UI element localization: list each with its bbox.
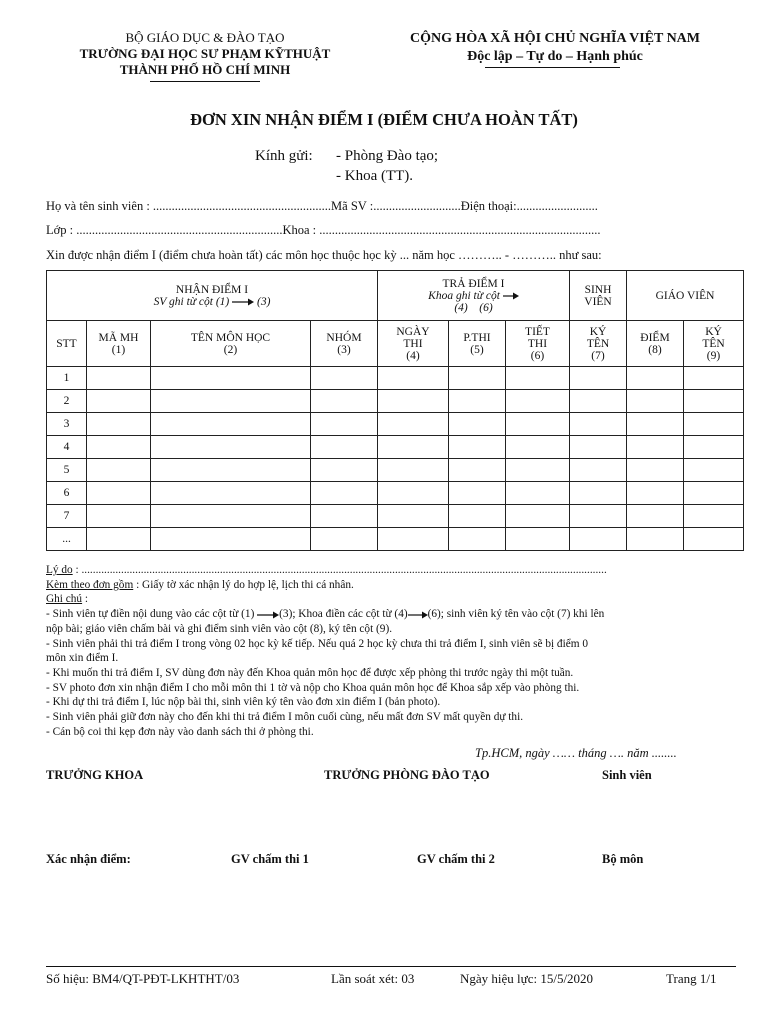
table-group-header [47, 271, 744, 321]
table-cell[interactable] [684, 413, 744, 436]
group-receive-sub [47, 296, 377, 308]
column-header-text: ĐIỂM [640, 331, 670, 344]
sig-dean: TRƯỞNG KHOA [46, 768, 144, 782]
table-cell[interactable] [627, 528, 684, 551]
table-cell[interactable] [506, 413, 570, 436]
column-header-text: THI [527, 337, 548, 350]
note-heading [46, 592, 746, 607]
table-cell[interactable] [506, 367, 570, 390]
school-name: TRƯỜNG ĐẠI HỌC SƯ PHẠM KỸTHUẬT [79, 46, 331, 61]
table-cell[interactable] [449, 390, 506, 413]
note-item-4: môn xin điểm I. [46, 652, 119, 665]
table-cell[interactable] [627, 459, 684, 482]
table-cell[interactable] [311, 528, 378, 551]
column-header-text: TÊN [702, 337, 725, 350]
table-cell[interactable] [311, 413, 378, 436]
table-cell[interactable] [151, 367, 311, 390]
row-number: 2 [47, 390, 87, 413]
table-row [47, 436, 744, 459]
arrow-right-icon [257, 611, 279, 619]
city-name: THÀNH PHỐ HỒ CHÍ MINH [119, 62, 291, 77]
group-return-sub-a: Khoa ghi từ cột [428, 289, 500, 302]
table-cell[interactable] [570, 413, 627, 436]
table-cell[interactable] [311, 505, 378, 528]
row-number: 6 [47, 482, 87, 505]
footer-revision: Lần soát xét: 03 [331, 971, 415, 986]
table-cell[interactable] [506, 436, 570, 459]
table-cell[interactable] [151, 528, 311, 551]
sig-student: Sinh viên [602, 768, 652, 782]
table-cell[interactable] [570, 436, 627, 459]
row-number: 5 [47, 459, 87, 482]
column-header-6 [506, 321, 570, 367]
row-number: 3 [47, 413, 87, 436]
attachment-line [46, 578, 746, 593]
column-header-text: KÝ [589, 325, 607, 338]
column-header-text: KÝ [705, 325, 722, 338]
column-header-text: TÊN [586, 337, 610, 350]
table-cell[interactable] [87, 436, 151, 459]
column-header-text: TÊN MÔN HỌC [190, 331, 271, 344]
table-cell[interactable] [506, 505, 570, 528]
table-cell[interactable] [684, 390, 744, 413]
column-header-text: P.THI [463, 331, 491, 344]
table-row [47, 459, 744, 482]
footer-code: Số hiệu: BM4/QT-PĐT-LKHTHT/03 [46, 971, 240, 986]
table-cell[interactable] [684, 482, 744, 505]
table-row [47, 390, 744, 413]
note-1b: (3); Khoa điền các cột từ (4) [279, 608, 408, 621]
table-cell[interactable] [151, 459, 311, 482]
sig-head-training: TRƯỞNG PHÒNG ĐÀO TẠO [324, 768, 490, 782]
note-item-2: nộp bài; giáo viên chấm bài và ghi điểm sinh viên vào cột (8), ký tên cột (9). [46, 622, 393, 635]
group-receive-sub-a: SV ghi từ cột (1) [153, 295, 230, 308]
table-cell[interactable] [378, 459, 449, 482]
table-cell[interactable] [87, 459, 151, 482]
class-faculty-line[interactable]: Lớp : ..................................................................Khoa : .......................................................................................... [46, 223, 601, 237]
note-1a: - Sinh viên tự điền nội dung vào các cột từ (1) [46, 608, 255, 621]
table-cell[interactable] [378, 436, 449, 459]
group-receive [47, 271, 378, 321]
table-cell[interactable] [378, 528, 449, 551]
table-cell[interactable] [506, 482, 570, 505]
row-number: 7 [47, 505, 87, 528]
header-left [40, 30, 370, 78]
student-info-line[interactable]: Họ và tên sinh viên : .........................................................Mã SV :............................Điện thoại:.......................... [46, 199, 598, 213]
table-cell[interactable] [506, 528, 570, 551]
note-item-1 [46, 607, 746, 622]
table-cell[interactable] [151, 413, 311, 436]
group-return-sub [378, 290, 569, 302]
table-cell[interactable] [87, 390, 151, 413]
table-cell[interactable] [151, 482, 311, 505]
table-cell[interactable] [449, 367, 506, 390]
note-item-3: - Sinh viên phải thi trả điểm I trong vòng 02 học kỳ kế tiếp. Nếu quá 2 học kỳ chưa thi trả điểm I, sinh viên sẽ bị điểm 0 [46, 637, 588, 650]
table-cell[interactable] [684, 436, 744, 459]
table-cell[interactable] [449, 505, 506, 528]
notes-section [46, 563, 746, 739]
table-cell[interactable] [311, 482, 378, 505]
sig-confirm: Xác nhận điểm: [46, 852, 131, 866]
group-return-sub-b: (4) (6) [454, 301, 493, 314]
table-cell[interactable] [87, 482, 151, 505]
arrow-right-icon [503, 292, 519, 300]
column-header-text: (1) [111, 343, 126, 356]
table-row [47, 482, 744, 505]
column-header-text: (8) [648, 343, 662, 356]
table-column-header [47, 321, 744, 367]
footer-rule [46, 966, 736, 967]
table-cell[interactable] [506, 390, 570, 413]
attachment-text: : Giấy tờ xác nhận lý do hợp lệ, lịch thi cá nhân. [133, 578, 354, 591]
row-number: ... [47, 528, 87, 551]
table-cell[interactable] [378, 367, 449, 390]
table-row [47, 367, 744, 390]
table-cell[interactable] [378, 413, 449, 436]
recipient-2: - Khoa (TT). [336, 168, 414, 184]
column-header-text: NHÓM [326, 331, 362, 344]
column-header-text: THI [403, 337, 423, 350]
sig-grader-1: GV chấm thi 1 [231, 852, 309, 866]
column-header-2 [151, 321, 311, 367]
reason-line[interactable] [46, 563, 746, 578]
table-cell[interactable] [627, 482, 684, 505]
column-header-5 [449, 321, 506, 367]
note-1c: (6); sinh viên ký tên vào cột (7) khi lên [427, 608, 605, 621]
header-left-rule [150, 81, 260, 82]
sig-department: Bộ môn [602, 852, 644, 866]
grade-request-table [46, 270, 744, 551]
table-cell[interactable] [151, 505, 311, 528]
note-item-8: - Sinh viên phải giữ đơn này cho đến khi thi trả điểm I môn cuối cùng, nếu mất đơn SV mất quyền dự thi. [46, 711, 524, 724]
header-right [380, 30, 730, 66]
group-receive-sub-b: (3) [257, 295, 271, 308]
table-cell[interactable] [684, 459, 744, 482]
table-row [47, 413, 744, 436]
column-header-9 [684, 321, 744, 367]
motto: Độc lập – Tự do – Hạnh phúc [467, 49, 643, 64]
column-header-text: (3) [337, 343, 351, 356]
table-cell[interactable] [627, 413, 684, 436]
table-cell[interactable] [378, 505, 449, 528]
column-header-3 [311, 321, 378, 367]
group-return-title: TRẢ ĐIỂM I [442, 277, 505, 290]
table-cell[interactable] [311, 367, 378, 390]
group-student [570, 271, 627, 321]
row-number: 4 [47, 436, 87, 459]
footer-page: Trang 1/1 [666, 971, 717, 986]
table-cell[interactable] [684, 367, 744, 390]
note-item-9: - Cán bộ coi thi kẹp đơn này vào danh sách thi ở phòng thi. [46, 725, 314, 738]
note-item-7: - Khi dự thi trả điểm I, lúc nộp bài thi, sinh viên ký tên vào đơn xin điểm I (bản photo). [46, 696, 441, 709]
column-header-text: NGÀY [396, 325, 430, 338]
column-header-1 [87, 321, 151, 367]
ministry-name: BỘ GIÁO DỤC & ĐÀO TẠO [125, 30, 285, 45]
table-cell[interactable] [449, 436, 506, 459]
note-item-6: - SV photo đơn xin nhận điểm I cho mỗi môn thi 1 tờ và nộp cho Khoa quản môn học để Khoa sắp xếp vào phòng thi. [46, 681, 580, 694]
table-cell[interactable] [506, 459, 570, 482]
recipients-label: Kính gửi: [255, 148, 313, 164]
column-header-text: (4) [406, 349, 420, 362]
reason-label: Lý do [46, 564, 73, 576]
table-cell[interactable] [449, 482, 506, 505]
column-header-0 [47, 321, 87, 367]
table-body [47, 367, 744, 551]
header-right-rule [485, 67, 620, 68]
table-cell[interactable] [570, 367, 627, 390]
column-header-8 [627, 321, 684, 367]
table-cell[interactable] [87, 528, 151, 551]
column-header-text: (9) [706, 349, 721, 362]
arrow-right-icon [408, 611, 428, 619]
table-cell[interactable] [627, 367, 684, 390]
table-cell[interactable] [627, 390, 684, 413]
note-label: Ghi chú [46, 593, 83, 606]
sig-grader-2: GV chấm thi 2 [417, 852, 495, 866]
table-cell[interactable] [449, 528, 506, 551]
group-student-title-1: SINH [584, 283, 612, 296]
table-cell[interactable] [378, 390, 449, 413]
date-line: Tp.HCM, ngày …… tháng …. năm ........ [475, 746, 677, 760]
page-title: ĐƠN XIN NHẬN ĐIỂM I (ĐIỂM CHƯA HOÀN TẤT) [190, 110, 578, 129]
table-cell[interactable] [684, 505, 744, 528]
table-cell[interactable] [449, 413, 506, 436]
column-header-text: (7) [591, 349, 605, 362]
column-header-4 [378, 321, 449, 367]
column-header-text: (6) [530, 349, 545, 362]
column-header-text: (5) [470, 343, 484, 356]
column-header-text: MÃ MH [98, 331, 139, 344]
note-colon: : [82, 593, 89, 606]
nation-name: CỘNG HÒA XÃ HỘI CHỦ NGHĨA VIỆT NAM [409, 31, 700, 46]
table-cell[interactable] [87, 367, 151, 390]
table-cell[interactable] [151, 436, 311, 459]
arrow-right-icon [232, 298, 254, 306]
row-number: 1 [47, 367, 87, 390]
table-cell[interactable] [684, 528, 744, 551]
group-receive-title: NHẬN ĐIỂM I [175, 283, 249, 296]
group-teacher: GIÁO VIÊN [627, 271, 744, 321]
table-cell[interactable] [570, 482, 627, 505]
table-row [47, 505, 744, 528]
group-return [378, 271, 570, 321]
column-header-text: TIẾT [525, 325, 550, 338]
table-cell[interactable] [378, 482, 449, 505]
table-cell[interactable] [87, 505, 151, 528]
table-cell[interactable] [151, 390, 311, 413]
table-cell[interactable] [449, 459, 506, 482]
table-row [47, 528, 744, 551]
table-cell[interactable] [570, 505, 627, 528]
group-student-title-2: VIÊN [584, 295, 612, 308]
attachment-label: Kèm theo đơn gồm [46, 578, 134, 591]
table-cell[interactable] [570, 459, 627, 482]
table-cell[interactable] [570, 390, 627, 413]
request-line: Xin được nhận điểm I (điểm chưa hoàn tất) các môn học thuộc học kỳ ... năm học ……….. - ……….. như sau: [46, 248, 602, 262]
column-header-text: (2) [223, 343, 238, 356]
reason-dots: : .......................................................................................................................................................................................... [72, 564, 607, 576]
table-cell[interactable] [570, 528, 627, 551]
column-header-text: STT [56, 337, 77, 350]
table-cell[interactable] [87, 413, 151, 436]
column-header-7 [570, 321, 627, 367]
footer-effective-date: Ngày hiệu lực: 15/5/2020 [460, 971, 594, 986]
table-cell[interactable] [627, 505, 684, 528]
table-cell[interactable] [311, 390, 378, 413]
table-cell[interactable] [627, 436, 684, 459]
recipient-1: - Phòng Đào tạo; [336, 148, 439, 164]
note-item-5: - Khi muốn thi trả điểm I, SV dùng đơn này đến Khoa quản môn học để được xếp phòng thi trước ngày thi một tuần. [46, 666, 574, 679]
table-cell[interactable] [311, 436, 378, 459]
table-cell[interactable] [311, 459, 378, 482]
